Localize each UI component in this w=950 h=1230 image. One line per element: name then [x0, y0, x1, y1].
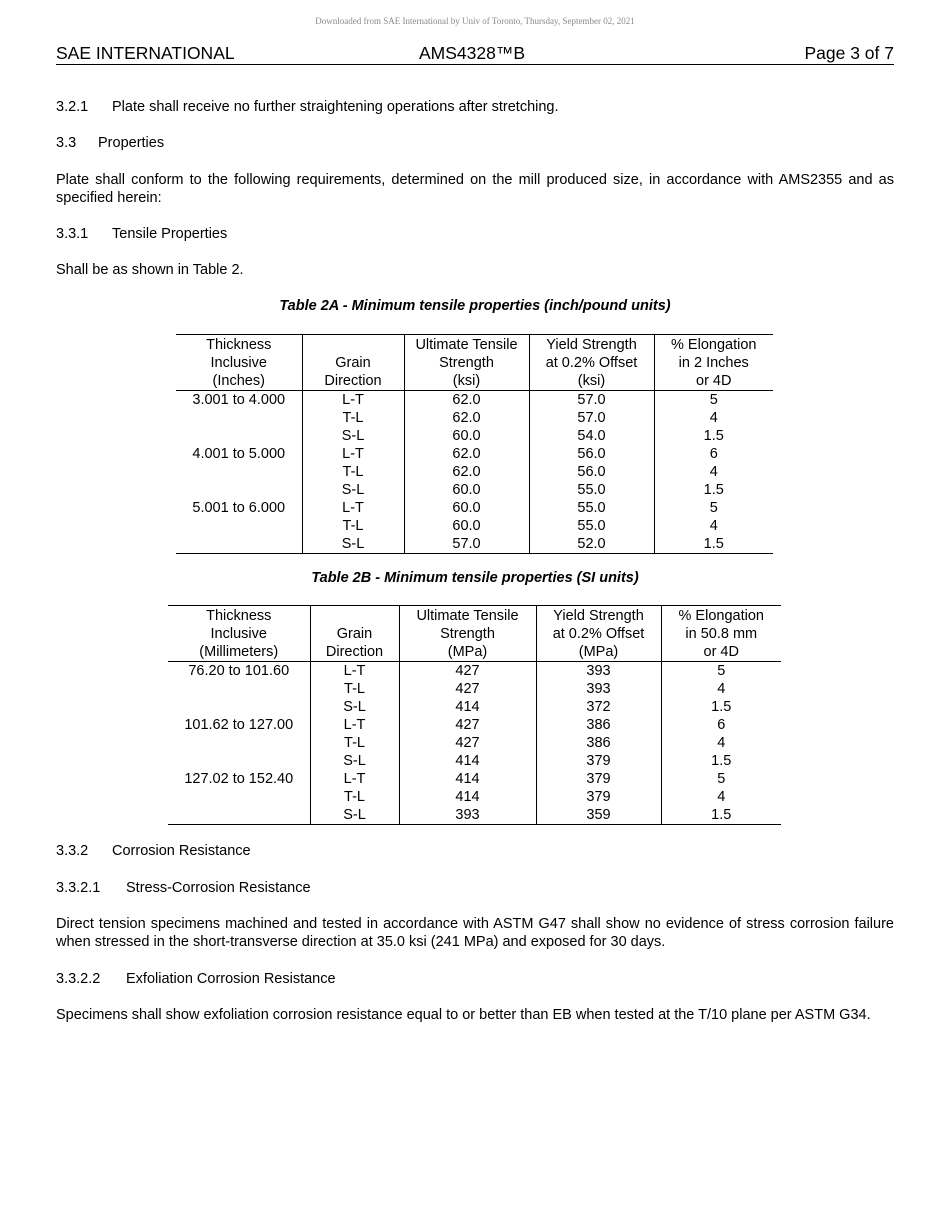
col-header: Grain [310, 625, 399, 643]
ultimate-strength-cell: 62.0 [404, 391, 529, 410]
ultimate-strength-cell: 60.0 [404, 499, 529, 517]
col-header: Strength [399, 625, 536, 643]
ultimate-strength-cell: 57.0 [404, 535, 529, 554]
elongation-cell: 4 [654, 409, 773, 427]
yield-strength-cell: 57.0 [529, 391, 654, 410]
table-2b [168, 605, 781, 825]
thickness-cell [176, 463, 302, 481]
col-header: Thickness [168, 606, 310, 626]
table-row [176, 517, 773, 535]
table-row [176, 391, 773, 410]
yield-strength-cell: 55.0 [529, 481, 654, 499]
section-title: Stress-Corrosion Resistance [126, 880, 311, 896]
yield-strength-cell: 393 [536, 680, 661, 698]
grain-direction-cell: T-L [302, 409, 404, 427]
col-header: % Elongation [654, 335, 773, 355]
yield-strength-cell: 56.0 [529, 463, 654, 481]
elongation-cell: 4 [654, 463, 773, 481]
col-header: Inclusive [210, 355, 267, 371]
section-3-3-2-heading [56, 842, 894, 860]
table-row [176, 445, 773, 463]
table-row [176, 535, 773, 554]
grain-direction-cell: T-L [310, 788, 399, 806]
col-header: Grain [302, 354, 404, 372]
elongation-cell: 1.5 [654, 427, 773, 445]
col-header: (ksi) [529, 372, 654, 391]
thickness-cell [168, 806, 310, 825]
thickness-cell: 3.001 to 4.000 [192, 392, 286, 408]
col-header: or 4D [661, 643, 781, 662]
ultimate-strength-cell: 60.0 [404, 517, 529, 535]
yield-strength-cell: 359 [536, 806, 661, 825]
col-header: (Millimeters) [168, 643, 310, 662]
thickness-cell: 127.02 to 152.40 [184, 771, 294, 787]
grain-direction-cell: T-L [310, 734, 399, 752]
thickness-cell: 4.001 to 5.000 [192, 446, 286, 462]
table-row [176, 499, 773, 517]
table-row [168, 806, 781, 825]
grain-direction-cell: S-L [310, 698, 399, 716]
col-header [310, 606, 399, 626]
col-header: (MPa) [399, 643, 536, 662]
table-row [168, 680, 781, 698]
section-title: Exfoliation Corrosion Resistance [126, 971, 336, 987]
ultimate-strength-cell: 427 [399, 734, 536, 752]
table-row [168, 662, 781, 681]
table-row [168, 698, 781, 716]
col-header: Direction [302, 372, 404, 391]
yield-strength-cell: 56.0 [529, 445, 654, 463]
section-number: 3.3 [56, 135, 77, 151]
elongation-cell: 1.5 [661, 806, 781, 825]
thickness-cell: 76.20 to 101.60 [188, 663, 290, 679]
elongation-cell: 4 [654, 517, 773, 535]
col-header: in 2 Inches [654, 354, 773, 372]
elongation-cell: 5 [661, 662, 781, 681]
ultimate-strength-cell: 427 [399, 680, 536, 698]
section-3-3-heading [56, 134, 894, 152]
grain-direction-cell: L-T [310, 716, 399, 734]
ultimate-strength-cell: 414 [399, 788, 536, 806]
page-header [56, 43, 894, 65]
yield-strength-cell: 372 [536, 698, 661, 716]
grain-direction-cell: L-T [310, 770, 399, 788]
col-header: (ksi) [404, 372, 529, 391]
thickness-cell [176, 481, 302, 499]
thickness-cell [168, 680, 310, 698]
table-row [168, 734, 781, 752]
section-3-3-2-1-heading [56, 879, 894, 897]
exfoliation-paragraph: Specimens shall show exfoliation corrosion resistance equal to or better than EB when tested at the T/10 plane per ASTM G34. [56, 1007, 871, 1023]
elongation-cell: 1.5 [661, 752, 781, 770]
ultimate-strength-cell: 60.0 [404, 427, 529, 445]
elongation-cell: 5 [661, 770, 781, 788]
table-2a-caption: Table 2A - Minimum tensile properties (inch/pound units) [279, 298, 671, 314]
elongation-cell: 4 [661, 788, 781, 806]
table-row [176, 463, 773, 481]
ultimate-strength-cell: 427 [399, 662, 536, 681]
col-header: or 4D [654, 372, 773, 391]
grain-direction-cell: L-T [302, 445, 404, 463]
yield-strength-cell: 55.0 [529, 499, 654, 517]
grain-direction-cell: S-L [302, 481, 404, 499]
thickness-cell [168, 752, 310, 770]
elongation-cell: 6 [654, 445, 773, 463]
yield-strength-cell: 386 [536, 716, 661, 734]
elongation-cell: 6 [661, 716, 781, 734]
table-row [176, 427, 773, 445]
section-3-2-1 [56, 98, 894, 116]
download-watermark: Downloaded from SAE International by Univ of Toronto, Thursday, September 02, 2021 [315, 16, 635, 26]
col-header: Inclusive [210, 626, 267, 642]
yield-strength-cell: 57.0 [529, 409, 654, 427]
grain-direction-cell: T-L [302, 517, 404, 535]
grain-direction-cell: T-L [310, 680, 399, 698]
ultimate-strength-cell: 60.0 [404, 481, 529, 499]
grain-direction-cell: L-T [310, 662, 399, 681]
table-row [168, 752, 781, 770]
col-header: Thickness [176, 335, 302, 355]
table-row [168, 788, 781, 806]
grain-direction-cell: S-L [310, 806, 399, 825]
section-3-3-1-heading [56, 225, 894, 243]
col-header: Yield Strength [529, 335, 654, 355]
ultimate-strength-cell: 414 [399, 698, 536, 716]
section-3-3-2-2-heading [56, 970, 894, 988]
grain-direction-cell: S-L [302, 535, 404, 554]
thickness-cell [176, 535, 302, 554]
grain-direction-cell: L-T [302, 391, 404, 410]
yield-strength-cell: 379 [536, 752, 661, 770]
yield-strength-cell: 379 [536, 788, 661, 806]
elongation-cell: 1.5 [661, 698, 781, 716]
thickness-cell [168, 734, 310, 752]
col-header: (MPa) [536, 643, 661, 662]
table-2a [176, 334, 773, 554]
thickness-cell: 5.001 to 6.000 [192, 500, 286, 516]
table-row [168, 716, 781, 734]
col-header: Strength [404, 354, 529, 372]
col-header: at 0.2% Offset [529, 354, 654, 372]
yield-strength-cell: 379 [536, 770, 661, 788]
elongation-cell: 1.5 [654, 535, 773, 554]
section-number: 3.2.1 [56, 99, 89, 115]
thickness-cell [176, 409, 302, 427]
col-header: Yield Strength [536, 606, 661, 626]
yield-strength-cell: 54.0 [529, 427, 654, 445]
grain-direction-cell: T-L [302, 463, 404, 481]
table-2b-caption: Table 2B - Minimum tensile properties (SI units) [311, 570, 639, 586]
tensile-paragraph: Shall be as shown in Table 2. [56, 262, 244, 278]
stress-corrosion-paragraph: Direct tension specimens machined and tested in accordance with ASTM G47 shall show no evidence of stress corrosion failure when stressed in the short-transverse direction at 35.0 ksi (241 MPa) and exposed for 30 days. [56, 916, 894, 950]
table-row [168, 770, 781, 788]
elongation-cell: 5 [654, 499, 773, 517]
thickness-cell [176, 517, 302, 535]
thickness-cell: 101.62 to 127.00 [184, 717, 294, 733]
ultimate-strength-cell: 62.0 [404, 409, 529, 427]
header-doc-id: AMS4328™B [419, 43, 526, 63]
properties-paragraph: Plate shall conform to the following requirements, determined on the mill produced size, in accordance with AMS2355 and as specified herein: [56, 172, 894, 206]
col-header: in 50.8 mm [661, 625, 781, 643]
grain-direction-cell: S-L [310, 752, 399, 770]
section-number: 3.3.1 [56, 226, 89, 242]
ultimate-strength-cell: 393 [399, 806, 536, 825]
ultimate-strength-cell: 427 [399, 716, 536, 734]
elongation-cell: 1.5 [654, 481, 773, 499]
elongation-cell: 5 [654, 391, 773, 410]
elongation-cell: 4 [661, 680, 781, 698]
header-org: SAE INTERNATIONAL [56, 43, 235, 63]
section-number: 3.3.2.2 [56, 971, 101, 987]
section-title: Tensile Properties [112, 226, 228, 242]
section-title: Properties [98, 135, 165, 151]
col-header: Ultimate Tensile [404, 335, 529, 355]
ultimate-strength-cell: 62.0 [404, 445, 529, 463]
table-row [176, 481, 773, 499]
col-header: % Elongation [661, 606, 781, 626]
ultimate-strength-cell: 414 [399, 770, 536, 788]
yield-strength-cell: 55.0 [529, 517, 654, 535]
col-header: (Inches) [176, 372, 302, 391]
section-number: 3.3.2.1 [56, 880, 101, 896]
table-row [176, 409, 773, 427]
section-number: 3.3.2 [56, 843, 89, 859]
yield-strength-cell: 52.0 [529, 535, 654, 554]
section-text: Plate shall receive no further straightening operations after stretching. [112, 99, 559, 115]
grain-direction-cell: L-T [302, 499, 404, 517]
col-header: Ultimate Tensile [399, 606, 536, 626]
elongation-cell: 4 [661, 734, 781, 752]
col-header: at 0.2% Offset [536, 625, 661, 643]
col-header [302, 335, 404, 355]
yield-strength-cell: 393 [536, 662, 661, 681]
section-title: Corrosion Resistance [112, 843, 251, 859]
thickness-cell [168, 788, 310, 806]
grain-direction-cell: S-L [302, 427, 404, 445]
thickness-cell [168, 698, 310, 716]
ultimate-strength-cell: 62.0 [404, 463, 529, 481]
col-header: Direction [310, 643, 399, 662]
header-page-number: Page 3 of 7 [804, 43, 894, 63]
thickness-cell [176, 427, 302, 445]
ultimate-strength-cell: 414 [399, 752, 536, 770]
yield-strength-cell: 386 [536, 734, 661, 752]
